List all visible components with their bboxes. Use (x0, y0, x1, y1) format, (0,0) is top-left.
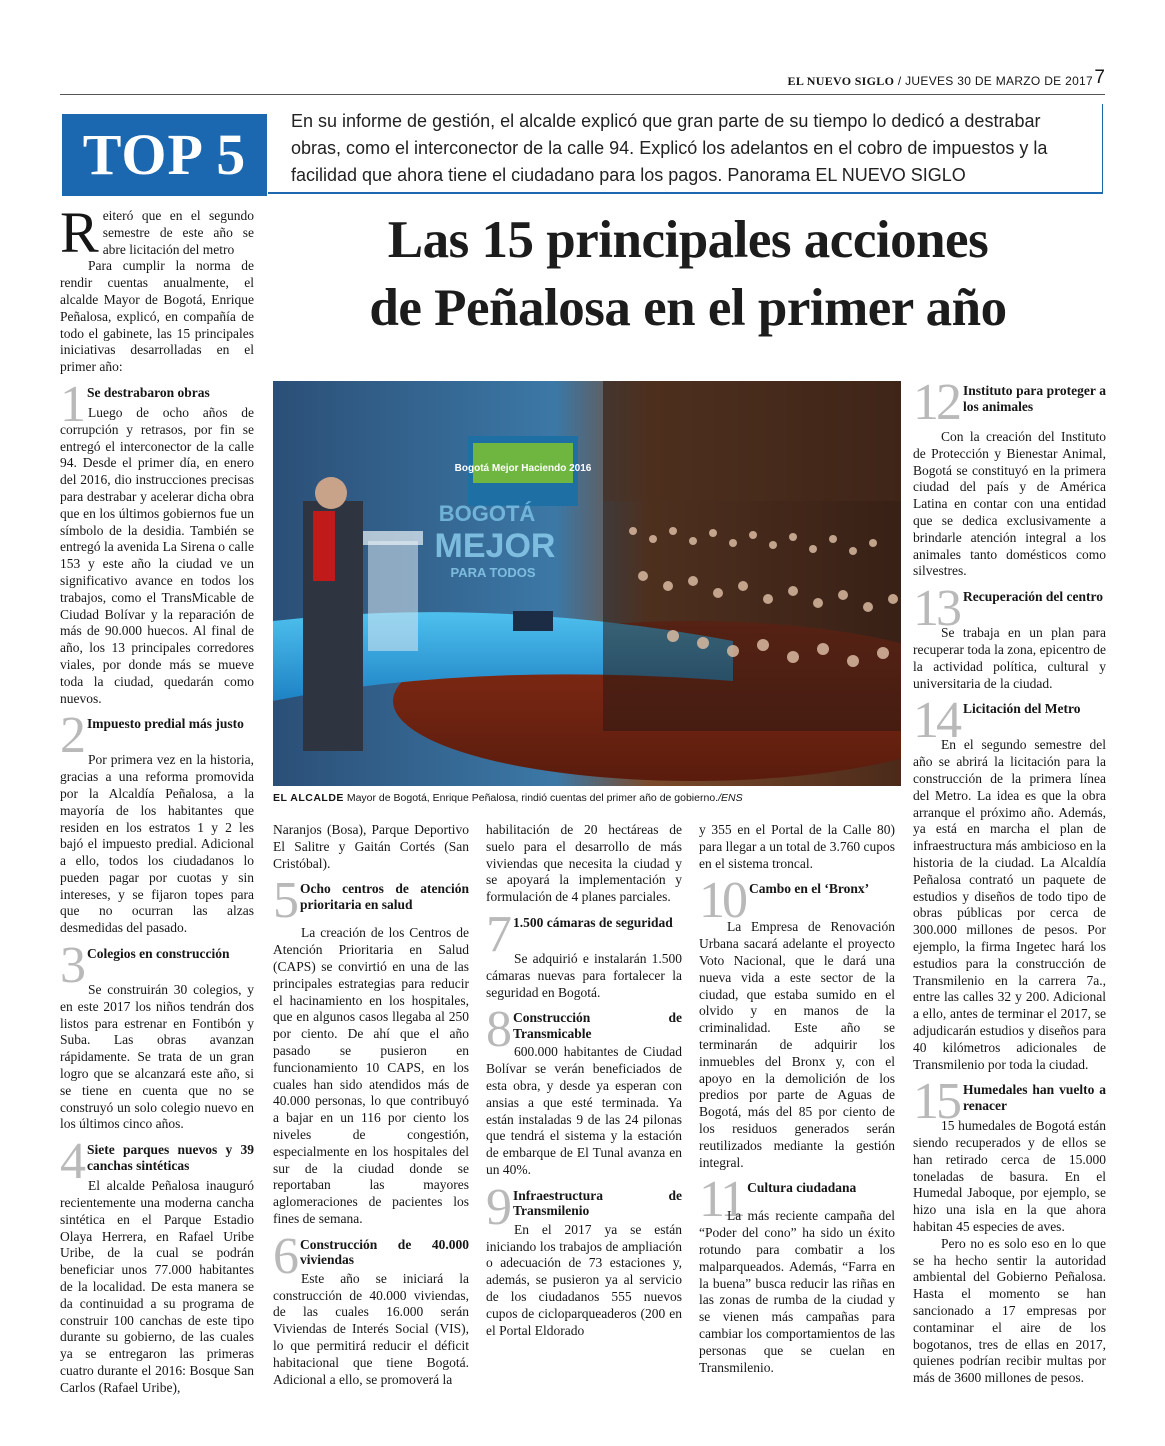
section-title: Siete parques nuevos y 39 canchas sintéticas (87, 1142, 254, 1173)
section-title: Cambo en el ‘Bronx’ (749, 881, 870, 897)
intro-paragraph: Reiteró que en el segundo semestre de este año se abre licitación del metro (60, 200, 254, 265)
issue-date: / JUEVES 30 DE MARZO DE 2017 (897, 74, 1093, 88)
section-14-body: En el segundo semestre del año se abrirá la licitación para la construcción de la primera línea del Metro. La idea es que la obra arranque el próximo año. Además, ya está en marcha el plan de infraestructura más ambicioso en la historia de la ciudad. La Alcaldía Peñalosa contrató un paquete de estudios y diseños de todo tipo de obras públicas por cerca de 300.000 millones de pesos. Por ejemplo, la firma Ingetec hará los estudios para la construcción de Transmilenio en la carrera 7a., entre las calles 32 y 200. Adicional a ello, antes de terminar el 2017, se adjudicarán estudios y diseños para 40 kilómetros adicionales de Transmilenio por toda la ciudad. (913, 737, 1106, 1072)
lead-text: En su informe de gestión, el alcalde explicó que gran parte de su tiempo lo dedicó a destrabar obras, como el interconector de la calle 94. Explicó los adelantos en el cobro de impuestos y la facilidad que ahora tiene el ciudadano para los pagos. Panorama EL NUEVO SIGLO (291, 111, 1048, 185)
section-title: Construcción de Transmicable (513, 1010, 682, 1041)
column-1 (60, 200, 254, 1397)
section-3-body: Se construirán 30 colegios, y en este 2017 los niños tendrán dos listos para estrenar en Fontibón y Suba. Las obras avanzan rápidamente. Se trata de un gran logro que se alcanzará este año, si se tiene en cuenta que no se construyó un solo colegio nuevo en los últimos cinco años. (60, 982, 254, 1132)
section-number: 3 (60, 937, 83, 995)
column-2 (273, 822, 469, 1388)
column-3 (486, 822, 682, 1339)
section-7-body: Se adquirió e instalarán 1.500 cámaras nuevas para fortalecer la seguridad en Bogotá. (486, 950, 682, 1000)
section-8-body: 600.000 habitantes de Ciudad Bolívar se verán beneficiados de esta obra, y desde ya esperan con ansias a que esté terminada. Ya están instaladas 9 de las 24 pilonas que tendrá el sistema y la estación de embarque de El Tunal avanza en un 40%. (486, 1044, 682, 1177)
section-title: Instituto para proteger a los animales (963, 383, 1106, 414)
section-9-continued: y 355 en el Portal de la Calle 80) para llegar a un total de 3.760 cupos en el sistema troncal. (699, 822, 895, 871)
section-11-body: La más reciente campaña del “Poder del cono” ha sido un éxito rotundo para combatir a los malparqueados. Además, “Farra en la buena” busca reducir las riñas en las zonas de rumba de la ciudad y se vienen más campañas para cambiar los comportamientos de las personas que se cuelan en Transmilenio. (699, 1208, 895, 1375)
section-badge: TOP 5 (62, 114, 267, 196)
section-10-heading (699, 872, 895, 930)
section-title: Ocho centros de atención prioritaria en salud (300, 881, 469, 912)
event-photo (273, 381, 901, 786)
banner-text: Bogotá Mejor Haciendo 2016 (454, 463, 592, 474)
section-number: 9 (486, 1178, 509, 1236)
section-number: 10 (699, 872, 745, 930)
section-6-continued: habilitación de 20 hectáreas de suelo para el desarrollo de más viviendas que necesita la ciudad y se apoyará la implementación y formulación de 4 planes parciales. (486, 822, 682, 905)
column-4 (699, 822, 895, 1376)
drop-cap: R (60, 200, 99, 265)
headline (272, 206, 1104, 342)
section-number: 7 (486, 905, 509, 963)
screen-text-1: BOGOTÁ (438, 501, 536, 526)
section-title: Se destrabaron obras (87, 384, 210, 400)
caption-text: Mayor de Bogotá, Enrique Peñalosa, rindió cuentas del primer año de gobierno. (343, 792, 719, 804)
auditorium-image (273, 381, 901, 786)
section-number: 11 (699, 1171, 744, 1229)
section-title: Licitación del Metro (963, 701, 1081, 717)
section-title: Construcción de 40.000 viviendas (300, 1236, 469, 1268)
section-title: Recuperación del centro (963, 589, 1103, 605)
section-5-heading (273, 872, 469, 930)
top-rule (60, 94, 1105, 95)
section-title: Humedales han vuelto a renacer (963, 1082, 1106, 1113)
section-number: 5 (273, 872, 296, 930)
section-title: Infraestructura de Transmilenio (513, 1187, 682, 1219)
section-15-body: 15 humedales de Bogotá están siendo recuperados y de ellos se han retirado cerca de 15.000 toneladas de basura. En el Humedal Jaboque, por ejemplo, se hizo una isla en la que ahora habitan 45 especies de aves. (913, 1118, 1106, 1235)
section-number: 12 (913, 374, 959, 431)
caption-label: EL ALCALDE (273, 792, 344, 804)
photo-caption (273, 792, 901, 804)
section-6-body: Este año se iniciará la construcción de 40.000 viviendas, de las cuales 16.000 serán Viviendas de Interés Social (VIS), lo que permitirá reducir el déficit habitacional que tiene Bogotá. Adicional a ello, se promoverá la (273, 1270, 469, 1387)
section-1-body: Luego de ocho años de corrupción y retrasos, por fin se entregó el interconector de la calle 94. Desde el primer día, en enero del 2016, dio instrucciones precisas para destrabar y acelerar dicha obra que en los últimos gobiernos fue un símbolo de la desidia. También se entregó la avenida La Sirena o calle 153 y este año la ciudad ve un significativo avance en todos los trabajos, como el TransMicable de Ciudad Bolívar y la reparación de más de 90.000 huecos. Al final de año, los 13 principales corredores viales, por donde más se mueve toda la ciudad, quedarán como nuevos. (60, 404, 254, 706)
section-number: 2 (60, 707, 83, 765)
section-number: 15 (913, 1073, 959, 1131)
section-2-body: Por primera vez en la historia, gracias a una reforma promovida por la Alcaldía Peñalosa, a la mayoría de los habitantes que residen en los estratos 1 y 2 les bajó el impuesto predial. Adicional a ello, todos los ciudadanos lo pueden pagar por cuotas y sin intereses, y se fijaron topes para que no ocurran las alzas desmedidas del pasado. (60, 752, 254, 936)
section-4-continued: Naranjos (Bosa), Parque Deportivo El Salitre y Gaitán Cortés (San Cristóbal). (273, 822, 469, 871)
section-number: 6 (273, 1227, 296, 1285)
section-title: Impuesto predial más justo (87, 716, 244, 732)
section-4-body: El alcalde Peñalosa inauguró recientemente una moderna cancha sintética en el Parque Estadio Olaya Herrera, en Rafael Uribe Uribe, de la cual se podrán beneficiar unos 77.000 habitantes de la localidad. De esta manera se da continuidad a su programa de construir 100 canchas de este tipo durante su gobierno, de las cuales ya se entregaron las primeras cuatro durante el 2016: Bosque San Carlos (Rafael Uribe), (60, 1178, 254, 1395)
section-number: 4 (60, 1133, 83, 1191)
section-13-body: Se trabaja en un plan para recuperar toda la zona, epicentro de la actividad política, cultural y universitaria de la ciudad. (913, 625, 1106, 691)
section-12-heading (913, 374, 1106, 431)
masthead (788, 74, 1093, 89)
section-number: 1 (60, 375, 83, 433)
screen-text-2: MEJOR (434, 527, 556, 565)
headline-line-1: Las 15 principales acciones (387, 211, 989, 269)
page-number: 7 (1094, 67, 1105, 88)
section-5-body: La creación de los Centros de Atención Prioritaria en Salud (CAPS) se convirtió en una de las principales estrategias para reducir el hacinamiento en los hospitales, que en algunos casos llegaba al 250 por ciento. De ahí que el año pasado se pusieron en funcionamiento 10 CAPS, en los cuales han sido atendidos más de 40.000 personas, lo que contribuyó a bajar en un 116 por ciento los niveles de congestión, especialmente en los hospitales del sur de la ciudad donde se reportaban las mayores aglomeraciones de pacientes los fines de semana. (273, 925, 469, 1226)
section-12-body: Con la creación del Instituto de Protección y Bienestar Animal, Bogotá se constituyó en la primera ciudad del país y de América Latina en contar con una entidad que se dedica exclusivamente a brindarle atención integral a los animales tanto domésticos como silvestres. (913, 429, 1106, 579)
intro-paragraph-2: Para cumplir la norma de rendir cuentas anualmente, el alcalde Mayor de Bogotá, Enrique Peñalosa, explicó, en compañía de todo el gabinete, las 15 principales iniciativas desarrolladas en el primer año: (60, 258, 254, 375)
headline-line-2: de Peñalosa en el primer año (369, 279, 1007, 337)
section-title: 1.500 cámaras de seguridad (513, 914, 673, 930)
section-number: 8 (486, 1001, 509, 1059)
paper-name: EL NUEVO SIGLO (787, 74, 895, 88)
section-title: Colegios en construcción (87, 946, 230, 962)
section-15-body-2: Pero no es solo eso en lo que se ha hecho sentir la autoridad ambiental del Gobierno Peñalosa. Hasta el momento se han sancionado a 17 empresas por contaminar el aire de los bogotanos, tres de ellas en 2017, quienes podrían recibir multas por más de 3600 millones de pesos. (913, 1235, 1106, 1386)
section-number: 14 (913, 692, 959, 750)
column-5 (913, 374, 1106, 1387)
screen-text-3: PARA TODOS (450, 565, 536, 580)
photo-credit: /ENS (718, 792, 743, 804)
section-9-body: En el 2017 ya se están iniciando los trabajos de ampliación o adecuación de 73 estaciones y, además, se pusieron ya al servicio de los ciudadanos 555 nuevos cupos de cicloparqueaderos (200 en el Portal Eldorado (486, 1221, 682, 1338)
section-title: Cultura ciudadana (747, 1180, 857, 1196)
section-number: 13 (913, 580, 959, 638)
section-10-body: La Empresa de Renovación Urbana sacará adelante el proyecto Voto Nacional, que le dará una nueva vida a este sector de la ciudad, que estaba sumido en el olvido y en manos de la criminalidad. Este año se terminarán de adquirir los inmuebles del Bronx y, con el apoyo en la demolición de los predios por parte de Aguas de Bogotá, más del 85 por ciento de los residuos generados serán reutilizados mediante la gestión integral. (699, 919, 895, 1170)
